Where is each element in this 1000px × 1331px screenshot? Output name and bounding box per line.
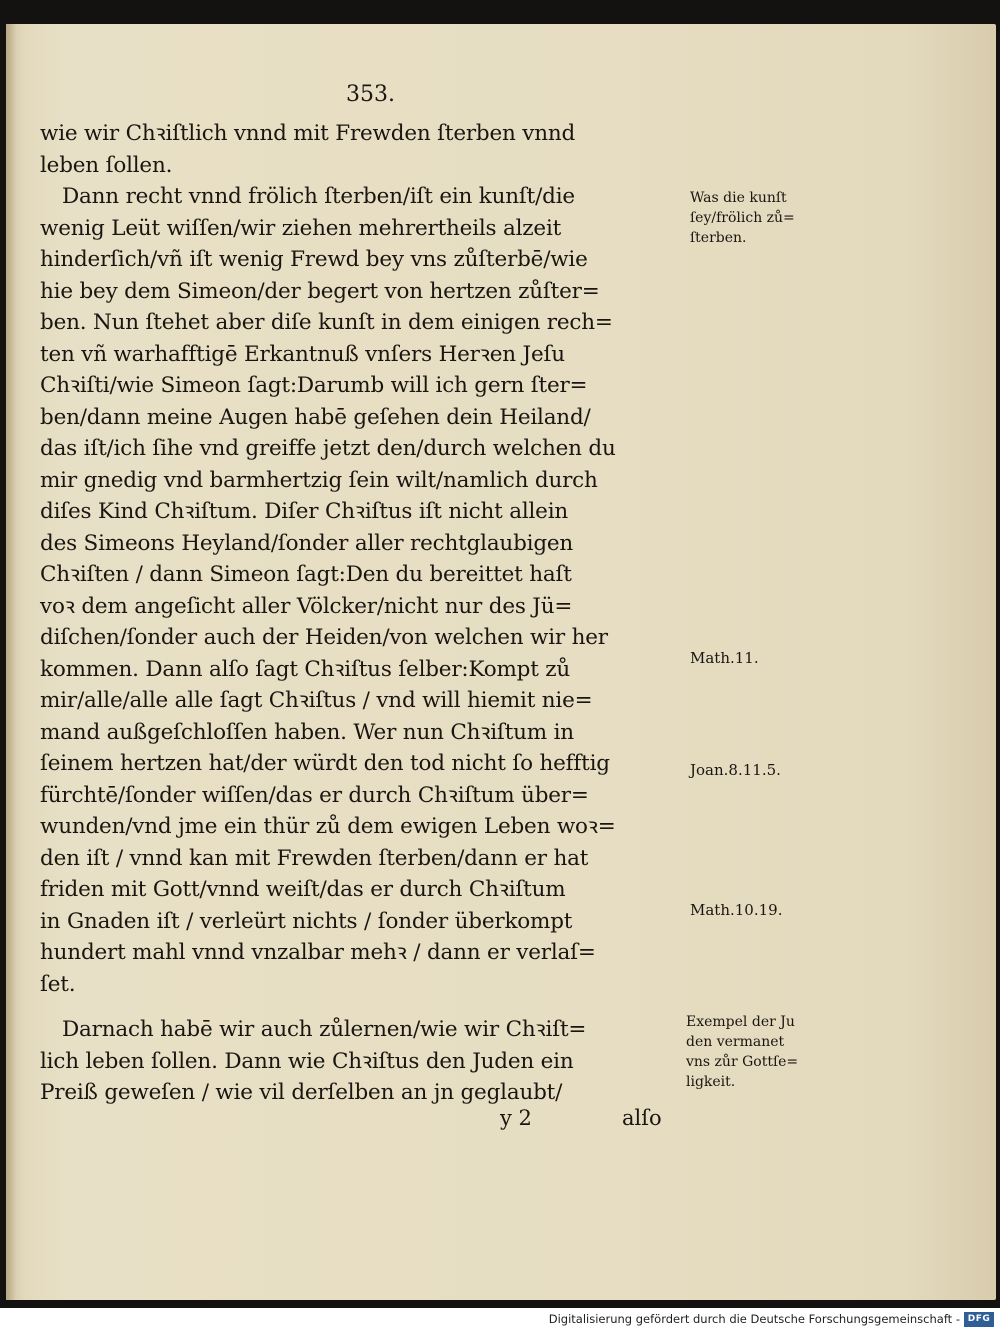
marginal-note-line: vns zůr Gottſe= — [686, 1054, 799, 1070]
marginal-note-line: ſterben. — [690, 230, 747, 246]
text-line: den iſt / vnnd kan mit Frewden ſterben/dann er hat — [40, 845, 589, 871]
marginal-note-line: Was die kunſt — [690, 190, 787, 206]
marginal-note-john — [690, 760, 781, 780]
catchword: alſo — [622, 1106, 662, 1130]
main-text-block — [40, 118, 690, 1109]
text-line: wie wir Chꝛiſtlich vnnd mit Frewden ſterben vnnd — [40, 121, 576, 146]
marginal-note-line: den vermanet — [686, 1034, 785, 1050]
marginal-note-matthew-10 — [690, 900, 782, 920]
text-line: lich leben ſollen. Dann wie Chꝛiſtus den Juden ein — [40, 1048, 574, 1074]
text-line: mir/alle/alle alle ſagt Chꝛiſtus / vnd will hiemit nie= — [40, 688, 593, 713]
text-line: Preiß geweſen / wie vil derſelben an jn geglaubt/ — [40, 1080, 563, 1105]
text-line: hinderſich/vñ iſt wenig Frewd bey vns zůſterbē/wie — [40, 247, 588, 272]
marginal-note-line: ligkeit. — [686, 1074, 736, 1090]
text-line: Chꝛiſti/wie Simeon ſagt:Darumb will ich gern ſter= — [40, 373, 588, 398]
text-line: ben/dann meine Augen habē geſehen dein Heiland/ — [40, 404, 591, 430]
marginal-note-line: Math.10.19. — [690, 901, 783, 919]
marginal-note-line: Joan.8.11.5. — [690, 761, 781, 779]
page-gutter — [6, 24, 16, 1300]
text-line: ſeinem hertzen hat/der würdt den tod nicht ſo hefftig — [40, 751, 610, 776]
marginal-note-line: Math.11. — [690, 649, 759, 667]
text-line: in Gnaden iſt / verleürt nichts / ſonder überkompt — [40, 908, 573, 934]
footer-bar — [0, 1308, 1000, 1331]
text-line: des Simeons Heyland/ſonder aller rechtglaubigen — [40, 530, 574, 556]
text-line: kommen. Dann alſo ſagt Chꝛiſtus ſelber:Kompt zů — [40, 656, 571, 682]
text-line: mand außgeſchloſſen haben. Wer nun Chꝛiſtum in — [40, 719, 574, 745]
text-line: diſchen/ſonder auch der Heiden/von welchen wir her — [40, 625, 608, 650]
text-line: hie bey dem Simeon/der begert von hertzen zůſter= — [40, 278, 600, 304]
text-line: hundert mahl vnnd vnzalbar mehꝛ / dann er verlaſ= — [40, 940, 596, 965]
text-line: fürchtē/ſonder wiſſen/das er durch Chꝛiſtum über= — [40, 782, 589, 808]
marginal-note-art-of-dying — [690, 188, 795, 248]
marginal-note-line: Exempel der Ju — [686, 1014, 795, 1030]
text-line: Darnach habē wir auch zůlernen/wie wir Chꝛiſt= — [62, 1017, 587, 1042]
text-line: ten vñ warhafftigē Erkantnuß vnſers Herꝛen Jeſu — [40, 341, 565, 367]
text-line: ben. Nun ſtehet aber diſe kunſt in dem einigen rech= — [40, 310, 613, 335]
page-number: 353. — [346, 82, 395, 107]
text-line: wunden/vnd jme ein thür zů dem ewigen Leben woꝛ= — [40, 814, 616, 839]
text-line: Chꝛiſten / dann Simeon ſagt:Den du bereittet haſt — [40, 562, 572, 587]
marginal-note-example-jews — [686, 1012, 798, 1092]
text-line: wenig Leüt wiſſen/wir ziehen mehrertheils alzeit — [40, 215, 562, 241]
text-line: diſes Kind Chꝛiſtum. Diſer Chꝛiſtus iſt nicht allein — [40, 499, 569, 524]
text-line: mir gnedig vnd barmhertzig ſein wilt/namlich durch — [40, 467, 598, 493]
text-line: das iſt/ich ſihe vnd greiffe jetzt den/durch welchen du — [40, 436, 616, 461]
marginal-note-line: ſey/frölich zů= — [690, 210, 795, 226]
funding-credit: Digitalisierung gefördert durch die Deutsche Forschungsgemeinschaft - — [548, 1312, 960, 1326]
text-line: voꝛ dem angeſicht aller Völcker/nicht nur des Jü= — [40, 593, 573, 619]
marginal-note-matthew — [690, 648, 759, 668]
text-line: Dann recht vnnd frölich ſterben/iſt ein kunſt/die — [62, 184, 575, 209]
text-line: ſet. — [40, 971, 76, 997]
signature-mark: y 2 — [500, 1106, 532, 1130]
text-line: friden mit Gott/vnnd weiſt/das er durch Chꝛiſtum — [40, 877, 566, 902]
text-line: leben ſollen. — [40, 152, 173, 178]
dfg-logo-icon[interactable]: DFG — [964, 1312, 994, 1327]
